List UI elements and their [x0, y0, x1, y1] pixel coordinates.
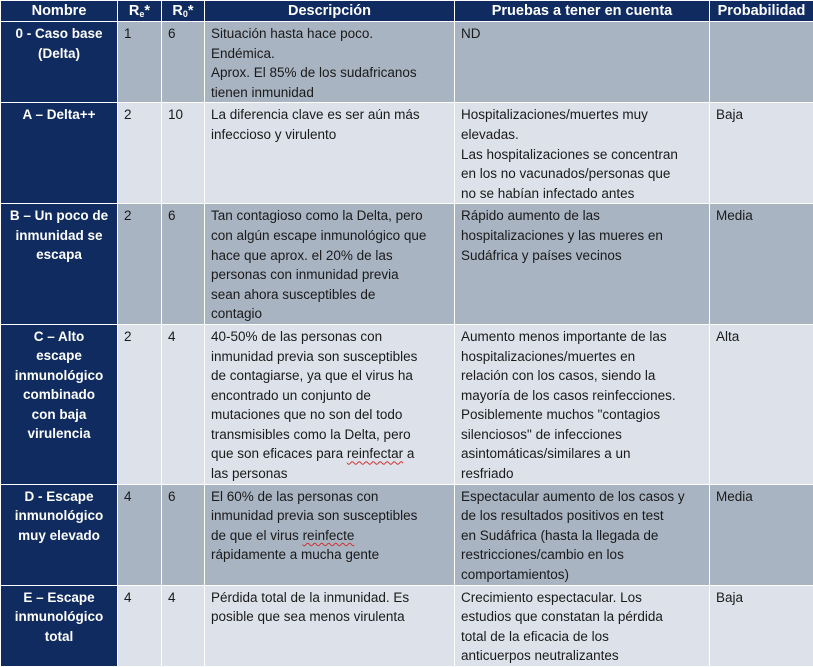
text-line: estudios que constatan la pérdida [461, 607, 705, 627]
text-line: de contagiarse, ya que el virus ha [211, 366, 450, 386]
row-r0: 6 [162, 484, 205, 585]
row-name-line: A – Delta++ [5, 105, 113, 125]
row-probabilidad [710, 22, 813, 103]
text-line: posible que sea menos virulenta [211, 607, 450, 627]
text-line: elevadas. [461, 125, 705, 145]
text-line: Espectacular aumento de los casos y [461, 487, 705, 507]
text-line: las personas [211, 464, 450, 484]
row-re: 4 [118, 484, 162, 585]
text-line: Tan contagioso como la Delta, pero [211, 206, 450, 226]
text-line: Crecimiento espectacular. Los [461, 588, 705, 608]
row-pruebas [455, 103, 710, 204]
text-line: silenciosos" de infecciones [461, 425, 705, 445]
table-row [1, 324, 813, 484]
header-re-star: * [144, 3, 150, 19]
header-re [118, 1, 162, 22]
text-line: hace que aprox. el 20% de las [211, 246, 450, 266]
table-row [1, 103, 813, 204]
text-line: personas con inmunidad previa [211, 265, 450, 285]
text-line: transmisibles como la Delta, pero [211, 425, 450, 445]
row-probabilidad: Baja [710, 585, 813, 666]
header-r0-subscript: 0 [183, 9, 188, 19]
text-line: rápidamente a mucha gente [211, 545, 450, 565]
row-name-line: inmunológico [5, 366, 113, 386]
text-line: Endémica. [211, 44, 450, 64]
row-descripcion [205, 585, 455, 666]
text-line: con algún escape inmunológico que [211, 226, 450, 246]
row-descripcion [205, 22, 455, 103]
header-r0-star: * [188, 3, 194, 19]
text-line: Posiblemente muchos "contagios [461, 405, 705, 425]
text-line: hospitalizaciones/muertes en [461, 347, 705, 367]
text-line: Hospitalizaciones/muertes muy [461, 105, 705, 125]
row-pruebas [455, 324, 710, 484]
row-name [1, 204, 118, 325]
row-name-line: C – Alto [5, 327, 113, 347]
row-name-line: inmunidad se [5, 226, 113, 246]
row-name-line: inmunológico [5, 506, 113, 526]
row-name-line: inmunológico [5, 607, 113, 627]
row-re: 2 [118, 324, 162, 484]
row-name-line: (Delta) [5, 44, 113, 64]
row-re: 2 [118, 204, 162, 325]
header-nombre: Nombre [1, 1, 118, 22]
text-line: La diferencia clave es ser aún más [211, 105, 450, 125]
row-name-line: combinado [5, 385, 113, 405]
row-r0: 6 [162, 22, 205, 103]
row-probabilidad: Media [710, 484, 813, 585]
header-row [1, 1, 813, 22]
row-descripcion [205, 324, 455, 484]
header-r0-letter: R [172, 3, 182, 19]
text-line: Rápido aumento de las [461, 206, 705, 226]
text-line: en Sudáfrica (hasta la llegada de [461, 526, 705, 546]
row-name-line: escapa [5, 245, 113, 265]
text-line: 40-50% de las personas con [211, 327, 450, 347]
text-line: restricciones/cambio en los [461, 545, 705, 565]
header-re-subscript: e [139, 9, 144, 19]
text-line: ND [461, 24, 705, 44]
text-line: tienen inmunidad [211, 83, 450, 103]
header-descripcion: Descripción [205, 1, 455, 22]
row-name-line: escape [5, 346, 113, 366]
row-pruebas [455, 484, 710, 585]
table-row [1, 585, 813, 666]
text-line: Pérdida total de la inmunidad. Es [211, 588, 450, 608]
text-line: que son eficaces para reinfectar a [211, 444, 450, 464]
row-re: 4 [118, 585, 162, 666]
row-r0: 10 [162, 103, 205, 204]
text-line: El 60% de las personas con [211, 487, 450, 507]
text-line: mutaciones que no son del todo [211, 405, 450, 425]
text-line: Aprox. El 85% de los sudafricanos [211, 63, 450, 83]
text-line: de los resultados positivos en test [461, 506, 705, 526]
row-name-line: con baja [5, 405, 113, 425]
row-pruebas [455, 204, 710, 325]
text-line: asintomáticas/similares a un [461, 444, 705, 464]
row-name-line: 0 - Caso base [5, 24, 113, 44]
text-line: Sudáfrica y países vecinos [461, 246, 705, 266]
row-descripcion [205, 103, 455, 204]
row-r0: 4 [162, 324, 205, 484]
row-descripcion [205, 484, 455, 585]
text-line: comportamientos) [461, 565, 705, 585]
text-line: Las hospitalizaciones se concentran [461, 145, 705, 165]
text-line: Situación hasta hace poco. [211, 24, 450, 44]
row-name [1, 22, 118, 103]
text-line: infeccioso y virulento [211, 125, 450, 145]
row-name [1, 585, 118, 666]
table-row [1, 204, 813, 325]
row-name [1, 324, 118, 484]
text-line: resfriado [461, 464, 705, 484]
row-probabilidad: Media [710, 204, 813, 325]
row-r0: 4 [162, 585, 205, 666]
row-probabilidad: Alta [710, 324, 813, 484]
text-line: anticuerpos neutralizantes [461, 646, 705, 666]
text-line: de que el virus reinfecte [211, 526, 450, 546]
text-line: sean ahora susceptibles de [211, 285, 450, 305]
row-r0: 6 [162, 204, 205, 325]
header-r0 [162, 1, 205, 22]
text-line: inmunidad previa son susceptibles [211, 347, 450, 367]
row-pruebas [455, 22, 710, 103]
text-line: en los no vacunados/personas que [461, 164, 705, 184]
row-name-line: E – Escape [5, 588, 113, 608]
row-name [1, 484, 118, 585]
row-name-line: muy elevado [5, 526, 113, 546]
text-line: Aumento menos importante de las [461, 327, 705, 347]
row-name [1, 103, 118, 204]
header-re-letter: R [129, 3, 139, 19]
text-line: encontrado un conjunto de [211, 386, 450, 406]
header-pruebas: Pruebas a tener en cuenta [455, 1, 710, 22]
table-row [1, 22, 813, 103]
text-line: mayoría de los casos reinfecciones. [461, 386, 705, 406]
row-pruebas [455, 585, 710, 666]
row-descripcion [205, 204, 455, 325]
text-line: contagio [211, 304, 450, 324]
row-re: 2 [118, 103, 162, 204]
row-name-line: total [5, 627, 113, 647]
row-name-line: B – Un poco de [5, 206, 113, 226]
text-line: inmunidad previa son susceptibles [211, 506, 450, 526]
row-probabilidad: Baja [710, 103, 813, 204]
text-line: relación con los casos, siendo la [461, 366, 705, 386]
row-re: 1 [118, 22, 162, 103]
row-name-line: virulencia [5, 424, 113, 444]
text-line: hospitalizaciones y las mueres en [461, 226, 705, 246]
table-row [1, 484, 813, 585]
header-probabilidad: Probabilidad [710, 1, 813, 22]
row-name-line: D - Escape [5, 487, 113, 507]
text-line: no se habían infectado antes [461, 184, 705, 204]
text-line: total de la eficacia de los [461, 627, 705, 647]
